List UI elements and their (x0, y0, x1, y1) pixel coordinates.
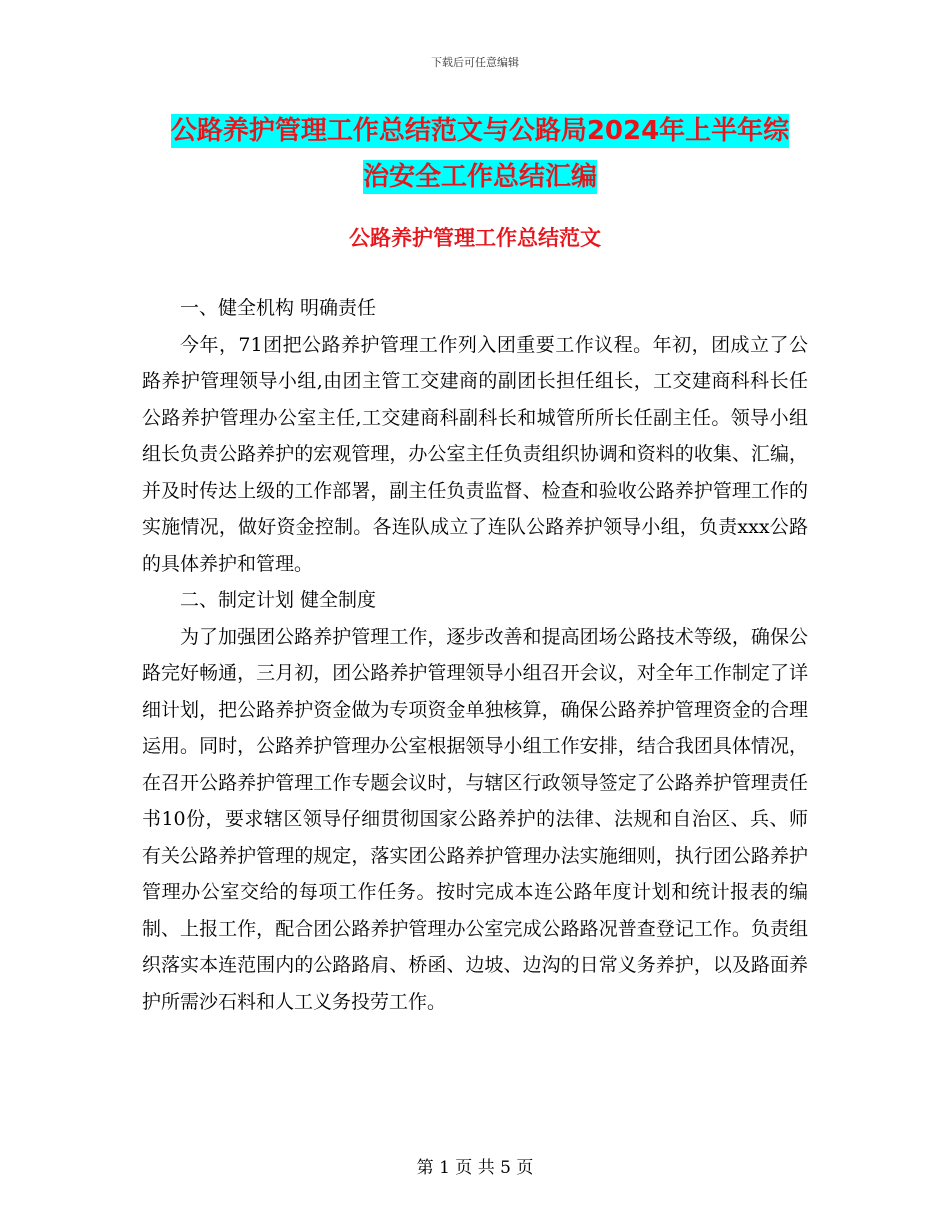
header-note: 下载后可任意编辑 (431, 56, 519, 69)
body-text (142, 290, 808, 1020)
section-title: 公路养护管理工作总结范文 (349, 226, 601, 250)
document-title-line-1: 公路养护管理工作总结范文与公路局2024年上半年综 (170, 116, 790, 146)
heading-2: 二、制定计划 健全制度 (180, 589, 377, 611)
document-title (140, 108, 820, 200)
page-footer: 第 1 页 共 5 页 (416, 1158, 534, 1178)
paragraph-2: 为了加强团公路养护管理工作，逐步改善和提高团场公路技术等级，确保公路完好畅通，三月初，团公路养护管理领导小组召开会议，对全年工作制定了详细计划，把公路养护资金做为专项资金单独核算，确保公路养护管理资金的合理运用。同时，公路养护管理办公室根据领导小组工作安排，结合我团具体情况，在召开公路养护管理工作专题会议时，与辖区行政领导签定了公路养护管理责任书10份，要求辖区领导仔细贯彻国家公路养护的法律、法规和自治区、兵、师有关公路养护管理的规定，落实团公路养护管理办法实施细则，执行团公路养护管理办公室交给的每项工作任务。按时完成本连公路年度计划和统计报表的编制、上报工作，配合团公路养护管理办公室完成公路路况普查登记工作。负责组织落实本连范围内的公路路肩、桥函、边坡、边沟的日常义务养护，以及路面养护所需沙石料和人工义务投劳工作。 (142, 625, 808, 1013)
document-title-line-2: 治安全工作总结汇编 (362, 162, 597, 192)
paragraph-1: 今年，71团把公路养护管理工作列入团重要工作议程。年初，团成立了公路养护管理领导小组,由团主管工交建商的副团长担任组长，工交建商科科长任公路养护管理办公室主任,工交建商科副科长和城管所所长任副主任。领导小组组长负责公路养护的宏观管理，办公室主任负责组织协调和资料的收集、汇编，并及时传达上级的工作部署，副主任负责监督、检查和验收公路养护管理工作的实施情况，做好资金控制。各连队成立了连队公路养护领导小组，负责xxx公路的具体养护和管理。 (142, 333, 808, 575)
heading-1: 一、健全机构 明确责任 (180, 297, 377, 319)
